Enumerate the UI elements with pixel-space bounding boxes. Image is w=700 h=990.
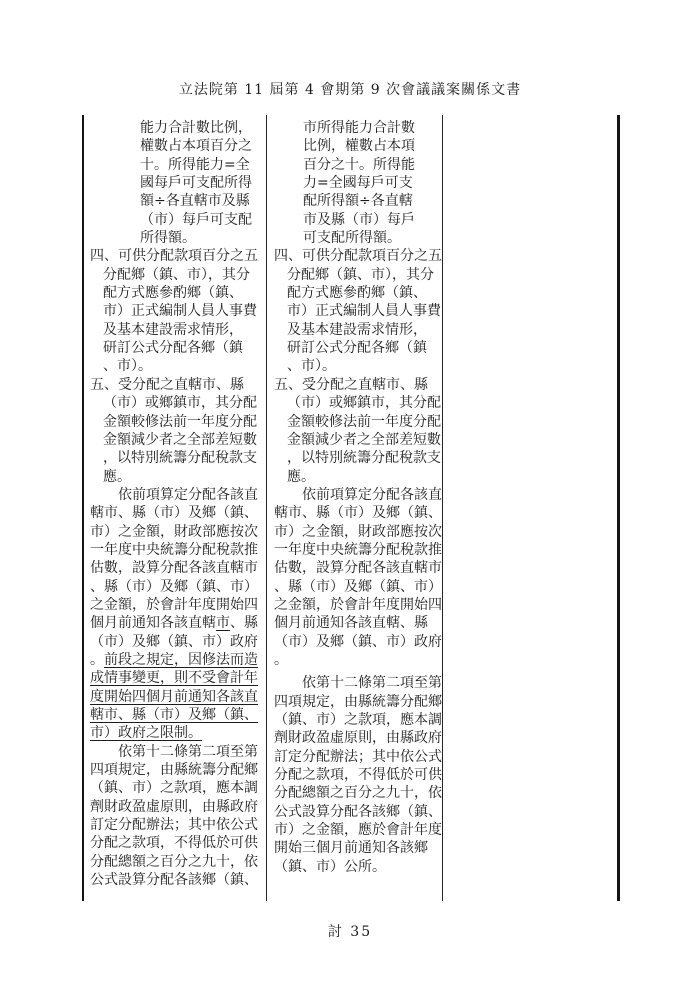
text-line (274, 174, 441, 192)
text-segment: 一年度中央統籌分配稅款推 (90, 541, 258, 558)
text-segment: 分配鄉（鎮、市），其分 (103, 266, 250, 283)
text-line (90, 871, 265, 889)
text-segment: 、市）。 (103, 358, 152, 375)
text-line (90, 761, 265, 779)
text-segment: 市）之金額，財政部應按次 (274, 523, 442, 540)
text-segment: 國每戶可支配所得 (140, 175, 252, 192)
text-line (90, 321, 265, 339)
underlined-text-segment: 市）政府之限制。 (90, 725, 202, 742)
text-segment: 金額減少者之全部差短數 (287, 431, 441, 448)
text-segment: 市）正式編制人員人事費 (103, 303, 257, 320)
text-line (274, 137, 441, 155)
underlined-text-segment: 成情事變更，則不受會計年 (90, 670, 258, 687)
text-segment: 一年度中央統籌分配稅款推 (274, 541, 442, 558)
text-line (274, 523, 441, 541)
text-segment: ，以特別統籌分配稅款支 (287, 450, 441, 467)
text-segment: 百分之十。所得能 (303, 156, 415, 173)
text-line (90, 798, 265, 816)
text-line (90, 357, 265, 375)
text-segment: 分配鄉（鎮、市），其分 (287, 266, 434, 283)
text-segment: （市）每戶可支配 (140, 211, 252, 228)
text-segment: 四項規定，由縣統籌分配鄉 (274, 693, 442, 710)
text-line (90, 394, 265, 412)
text-line (274, 858, 441, 876)
text-segment: 配所得額÷各直轄 (303, 193, 413, 210)
text-line (90, 779, 265, 797)
text-segment: （市）或鄉鎮市，其分配 (103, 395, 257, 412)
text-line (274, 748, 441, 766)
text-segment: 訂定分配辦法；其中依公式 (274, 748, 442, 765)
text-line (90, 614, 265, 632)
text-segment: 依前項算定分配各該直 (302, 486, 442, 503)
text-line (90, 174, 265, 192)
text-line (90, 706, 265, 724)
text-line (90, 137, 265, 155)
text-line (90, 724, 265, 742)
text-segment: 依前項算定分配各該直 (118, 486, 258, 503)
text-line (274, 119, 441, 137)
text-line (90, 486, 265, 504)
text-line (274, 156, 441, 174)
text-segment: 市所得能力合計數 (303, 120, 415, 136)
text-line (90, 743, 265, 761)
text-line (90, 816, 265, 834)
document-header: 立法院第 11 屆第 4 會期第 9 次會議議案關係文書 (178, 82, 522, 98)
text-segment: 、市）。 (287, 358, 336, 375)
text-line (274, 674, 441, 692)
text-segment: 金額較修法前一年度分配 (103, 413, 257, 430)
text-line (274, 229, 441, 247)
text-line (274, 559, 441, 577)
text-segment: 依第十二條第二項至第 (118, 743, 258, 760)
text-segment: 市）之金額，應於會計年度 (274, 822, 442, 839)
text-line (274, 803, 441, 821)
text-segment: 轄市、縣（市）及鄉（鎮、 (274, 505, 442, 522)
text-line (274, 468, 441, 486)
text-segment: 之金額，於會計年度開始四 (90, 596, 258, 613)
text-line (274, 211, 441, 229)
comparison-table (82, 115, 620, 901)
text-segment: 額÷各直轄市及縣 (140, 193, 250, 210)
text-line (90, 431, 265, 449)
text-segment: 市）之金額，財政部應按次 (90, 523, 258, 540)
text-segment: 應。 (287, 468, 315, 485)
text-line (274, 633, 441, 651)
text-line (90, 651, 265, 669)
text-line (274, 504, 441, 522)
current-text-column (267, 115, 443, 901)
text-segment: 配方式應參酌鄉（鎮、 (287, 285, 427, 302)
text-segment: （鎮、市）之款項，應本調 (274, 712, 442, 728)
text-segment: 劑財政盈虛原則，由縣政府 (90, 798, 258, 815)
underlined-text-segment: 轄市、縣（市）及鄉（鎮、 (90, 707, 258, 723)
text-line (90, 211, 265, 229)
text-line (274, 284, 441, 302)
text-line (274, 766, 441, 784)
text-line (90, 504, 265, 522)
text-segment: 應。 (103, 468, 131, 485)
text-segment: 四、可供分配款項百分之五 (274, 248, 442, 265)
text-line (90, 156, 265, 174)
text-segment: 估數，設算分配各該直轄市 (90, 560, 258, 577)
text-segment: 市）正式編制人員人事費 (287, 303, 441, 320)
text-line (90, 229, 265, 247)
text-line (90, 339, 265, 357)
text-segment: 。 (90, 651, 104, 668)
text-segment: 轄市、縣（市）及鄉（鎮、 (90, 505, 258, 522)
text-line (274, 413, 441, 431)
text-line (274, 376, 441, 394)
text-line (274, 321, 441, 339)
text-line (274, 821, 441, 839)
text-segment: 、縣（市）及鄉（鎮、市） (90, 578, 258, 595)
text-segment: 分配總額之百分之九十，依 (274, 785, 442, 802)
text-segment: 四項規定，由縣統籌分配鄉 (90, 762, 258, 779)
text-segment: 金額較修法前一年度分配 (287, 413, 441, 430)
text-segment: 。 (274, 651, 288, 668)
text-line (274, 302, 441, 320)
text-segment: 分配總額之百分之九十，依 (90, 853, 258, 870)
text-line (90, 266, 265, 284)
text-segment: 力=全國每戶可支 (303, 175, 413, 192)
text-segment: （市）及鄉（鎮、市）政府 (90, 633, 258, 650)
text-segment: 權數占本項百分之 (140, 138, 252, 155)
text-segment: 、縣（市）及鄉（鎮、市） (274, 578, 442, 595)
text-line (274, 839, 441, 857)
text-line (274, 339, 441, 357)
text-segment: 個月前通知各該直轄、縣 (274, 615, 428, 632)
text-segment: 所得額。 (140, 230, 196, 247)
text-line (274, 192, 441, 210)
text-line (90, 468, 265, 486)
text-segment: 五、受分配之直轄市、縣 (90, 376, 244, 393)
text-line (274, 729, 441, 747)
text-line (90, 853, 265, 871)
text-segment: 及基本建設需求情形， (103, 321, 243, 338)
text-segment: 市及縣（市）每戶 (303, 211, 415, 228)
text-line (90, 284, 265, 302)
text-line (274, 266, 441, 284)
text-segment: 、縣 (230, 615, 258, 632)
text-line (90, 669, 265, 687)
text-line (90, 302, 265, 320)
text-line (274, 394, 441, 412)
text-segment: 研訂公式分配各鄉（鎮 (103, 340, 243, 357)
text-segment: 研訂公式分配各鄉（鎮 (287, 340, 427, 357)
text-segment: 能力合計數比例， (140, 120, 252, 136)
text-line (90, 596, 265, 614)
text-line (274, 711, 441, 729)
text-segment: 四、可供分配款項百分之五 (90, 248, 258, 265)
underlined-text-segment: 市 (216, 615, 230, 632)
text-line (90, 192, 265, 210)
text-segment: 配方式應參酌鄉（鎮、 (103, 285, 243, 302)
text-segment: （市）及鄉（鎮、市）政府 (274, 633, 442, 650)
text-segment: 十。所得能力=全 (140, 156, 250, 173)
text-segment: （鎮、市）公所。 (274, 858, 386, 875)
text-line (90, 376, 265, 394)
text-segment: 估數，設算分配各該直轄市 (274, 560, 442, 577)
text-segment: 之金額，於會計年度開始四 (274, 596, 442, 613)
text-line (274, 449, 441, 467)
text-line (90, 247, 265, 265)
text-line (274, 431, 441, 449)
text-line (274, 651, 441, 669)
underlined-text-segment: 度開始四個月前通知各該直 (90, 688, 258, 705)
text-line (274, 614, 441, 632)
text-segment: 分配之款項，不得低於可供 (274, 767, 442, 784)
text-line (274, 247, 441, 265)
text-segment: 依第十二條第二項至第 (302, 675, 442, 692)
text-line (90, 449, 265, 467)
text-line (274, 541, 441, 559)
text-segment: 公式設算分配各該鄉（鎮、 (90, 872, 258, 889)
text-line (90, 541, 265, 559)
text-segment: ，以特別統籌分配稅款支 (103, 450, 257, 467)
text-line (90, 578, 265, 596)
text-line (90, 413, 265, 431)
text-segment: 可支配所得額。 (303, 230, 401, 247)
text-segment: 劑財政盈虛原則，由縣政府 (274, 730, 442, 747)
text-line (90, 119, 265, 137)
text-segment: 金額減少者之全部差短數 (103, 431, 257, 448)
text-segment: 比例，權數占本項 (303, 138, 415, 155)
text-line (90, 559, 265, 577)
text-segment: （市）或鄉鎮市，其分配 (287, 395, 441, 412)
underlined-text-segment: 前段之規定，因修法而造 (104, 651, 258, 668)
text-segment: 五、受分配之直轄市、縣 (274, 376, 428, 393)
text-segment: 公式設算分配各該鄉（鎮、 (274, 803, 442, 820)
text-line (90, 688, 265, 706)
page-number: 討 35 (327, 924, 373, 940)
text-line (274, 596, 441, 614)
text-line (274, 784, 441, 802)
text-line (90, 523, 265, 541)
text-segment: 分配之款項，不得低於可供 (90, 835, 258, 852)
explanation-column (443, 115, 617, 901)
text-segment: （鎮、市）之款項，應本調 (90, 780, 258, 797)
text-line (274, 693, 441, 711)
text-line (274, 578, 441, 596)
text-segment: 及基本建設需求情形， (287, 321, 427, 338)
text-line (274, 357, 441, 375)
text-line (90, 633, 265, 651)
text-segment: 個月前通知各該直轄 (90, 615, 216, 632)
amended-text-column (84, 115, 267, 901)
text-line (274, 486, 441, 504)
text-line (90, 834, 265, 852)
text-segment: 開始三個月前通知各該鄉 (274, 840, 428, 857)
text-segment: 訂定分配辦法；其中依公式 (90, 817, 258, 834)
